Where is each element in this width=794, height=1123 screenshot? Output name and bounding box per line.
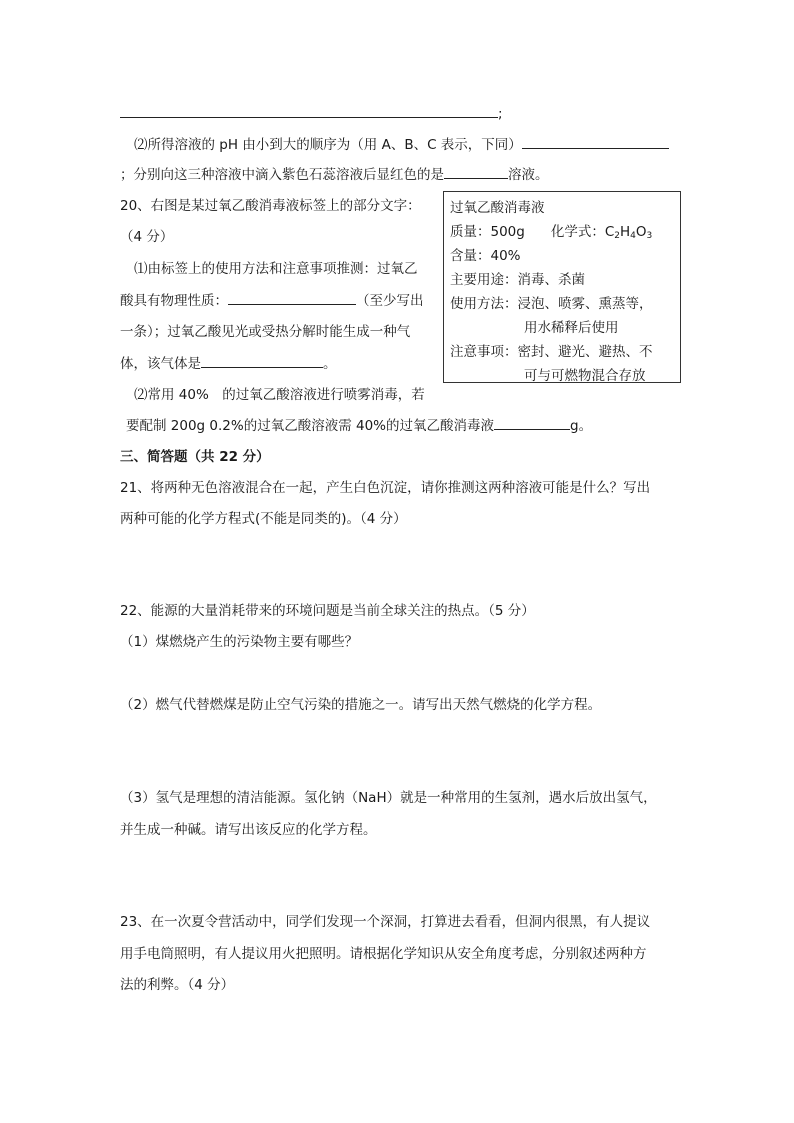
label-use: 主要用途：消毒、杀菌 [450, 272, 585, 288]
q20-p2-a: ⑵常用 40% 的过氧乙酸溶液进行喷雾消毒，若 [134, 387, 425, 403]
blank[interactable] [201, 353, 323, 368]
blank[interactable] [494, 415, 570, 430]
q20-p1-c: 一条）；过氧乙酸见光或受热分解时能生成一种气 [120, 324, 411, 340]
q20-p2-b: 要配制 200g 0.2%的过氧乙酸溶液需 40%的过氧乙酸消毒液 g。 [126, 415, 592, 436]
section-title: 三、简答题（共 22 分） [120, 449, 270, 465]
label-content: 含量：40% [450, 248, 521, 264]
blank[interactable] [228, 290, 356, 305]
q23-line2: 用手电筒照明，有人提议用火把照明。请根据化学知识从安全角度考虑，分别叙述两种方 [120, 946, 647, 962]
q23-line3: 法的利弊。（4 分） [120, 977, 235, 993]
q20-p1-b: 酸具有物理性质： （至少写出 [120, 290, 424, 311]
answer-line-top: ; [120, 103, 503, 124]
label-method: 使用方法：浸泡、喷雾、熏蒸等， [450, 296, 653, 312]
q22-sub1: （1）煤燃烧产生的污染物主要有哪些？ [120, 634, 359, 650]
q22-sub3-line1: （3）氢气是理想的清洁能源。氢化钠（NaH）就是一种常用的生氢剂，遇水后放出氢气， [120, 790, 657, 806]
label-mass-formula: 质量：500g 化学式：$C_2H_4O_3$ [450, 224, 653, 241]
q20-score: （4 分） [120, 229, 174, 245]
q23-line1: 23、在一次夏令营活动中，同学们发现一个深洞，打算进去看看，但洞内很黑，有人提议 [120, 914, 651, 930]
chemical-formula: $C_2H_4O_3$ [604, 224, 653, 241]
q20-p1-a: ⑴由标签上的使用方法和注意事项推测：过氧乙 [134, 261, 418, 277]
q22-stem: 22、能源的大量消耗带来的环境问题是当前全球关注的热点。（5 分） [120, 603, 535, 619]
q21-line2: 两种可能的化学方程式(不能是同类的)。（4 分） [120, 511, 407, 527]
q20-p1-d: 体，该气体是 。 [120, 353, 337, 374]
q21-line1: 21、将两种无色溶液混合在一起，产生白色沉淀，请你推测这两种溶液可能是什么？写出 [120, 480, 651, 496]
blank[interactable] [444, 164, 508, 179]
q22-sub3-line2: 并生成一种碱。请写出该反应的化学方程。 [120, 822, 377, 838]
label-notes: 注意事项：密封、避光、避热、不 [450, 344, 653, 360]
q20-header: 20、右图是某过氧乙酸消毒液标签上的部分文字： [120, 198, 421, 214]
blank[interactable] [522, 134, 669, 149]
q19-part2-line1: ⑵所得溶液的 pH 由小到大的顺序为（用 A、B、C 表示，下同） [134, 134, 669, 155]
q22-sub2: （2）燃气代替燃煤是防止空气污染的措施之一。请写出天然气燃烧的化学方程。 [120, 697, 602, 713]
disinfectant-label-box [443, 191, 681, 383]
q19-part2-line2: ；分别向这三种溶液中滴入紫色石蕊溶液后显红色的是 溶液。 [120, 164, 549, 185]
blank[interactable] [120, 103, 498, 118]
label-title: 过氧乙酸消毒液 [450, 200, 545, 216]
label-method-cont: 用水稀释后使用 [524, 320, 619, 336]
label-notes-cont: 可与可燃物混合存放 [524, 368, 646, 384]
